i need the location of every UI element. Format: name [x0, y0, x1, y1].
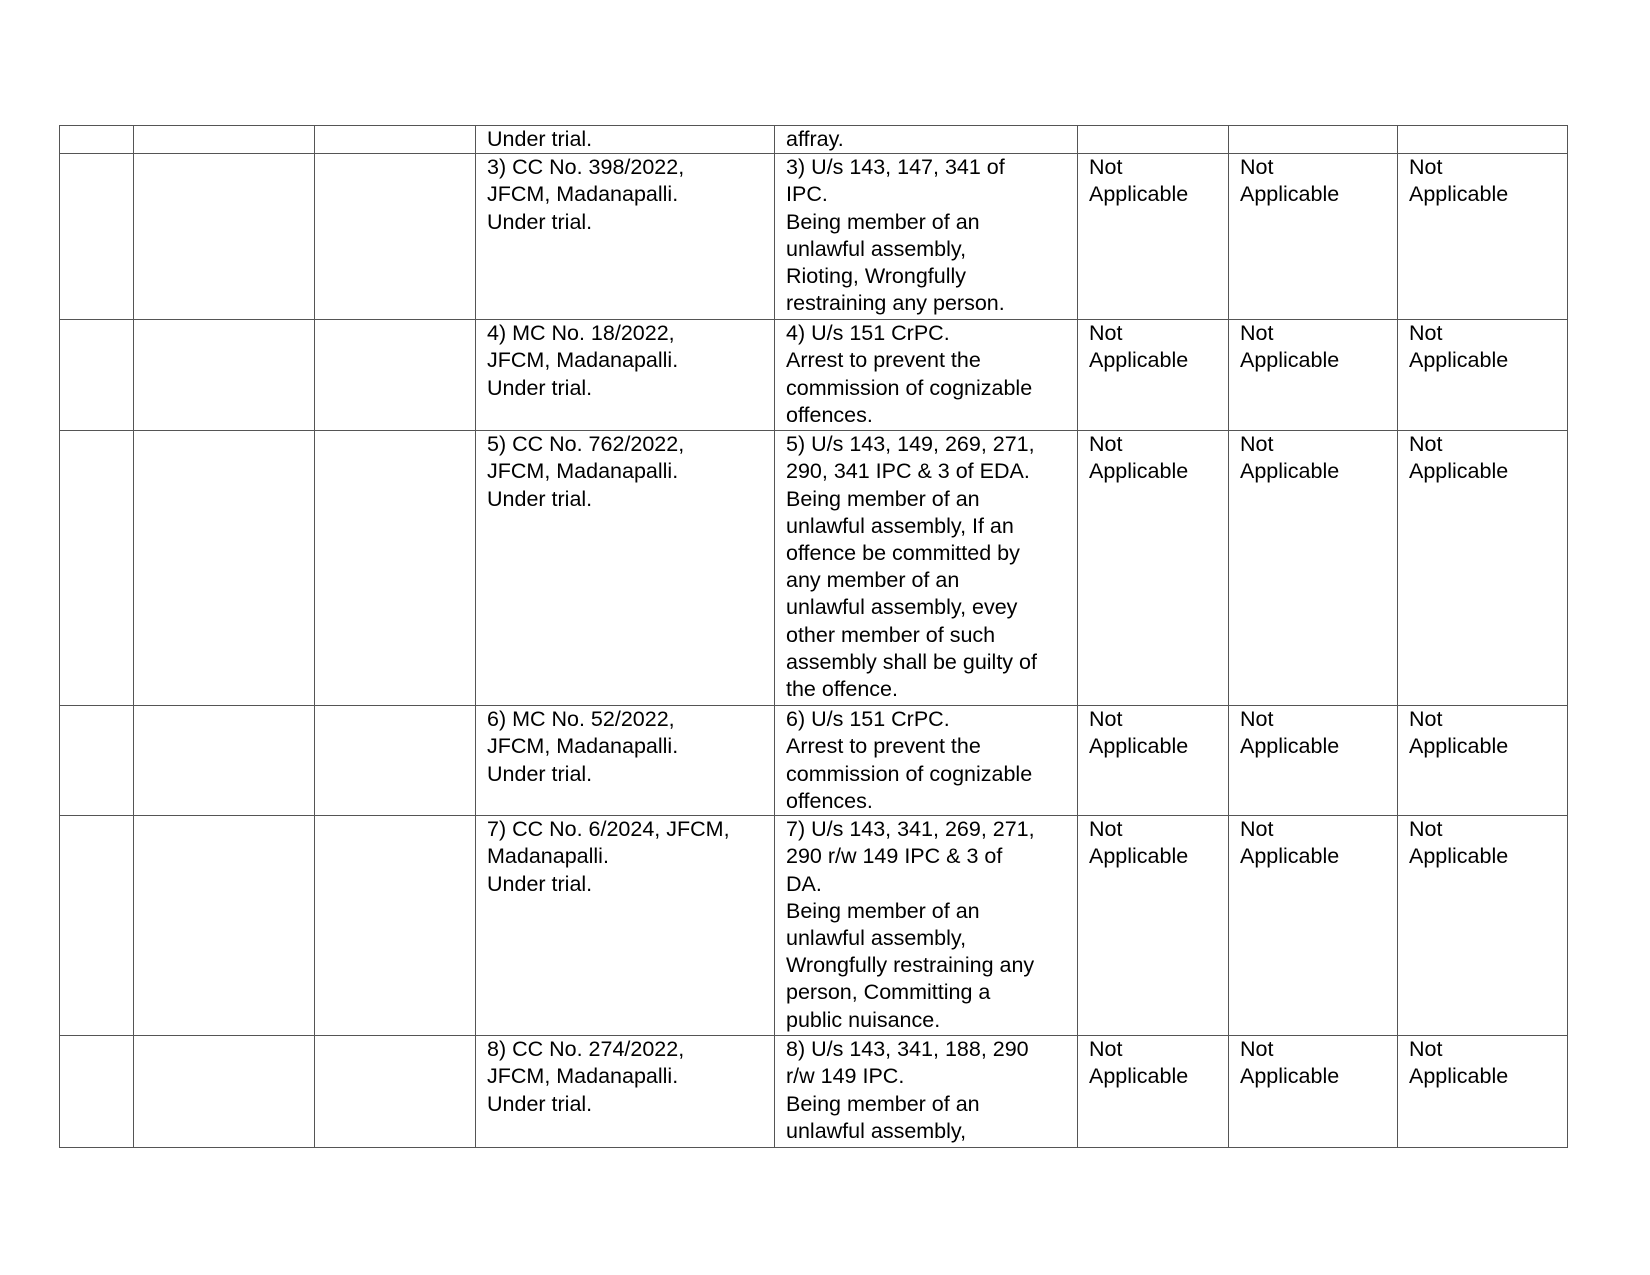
table-row	[60, 320, 1568, 431]
cell-text-line: Not	[1240, 707, 1274, 732]
status-cell-c	[1398, 154, 1568, 320]
status-cell-c	[1398, 1036, 1568, 1148]
cell-text-line: offence be committed by	[786, 541, 1020, 566]
cell-text-line: Rioting, Wrongfully	[786, 264, 967, 289]
details-cell	[315, 1036, 476, 1148]
serial-cell	[60, 816, 134, 1036]
cell-text-line: Applicable	[1240, 182, 1340, 207]
cell-text-line: offences.	[786, 402, 873, 427]
cell-text-line: 5) U/s 143, 149, 269, 271,	[786, 432, 1035, 457]
status-cell-a	[1078, 1036, 1229, 1148]
status-cell-c	[1398, 706, 1568, 816]
cell-text-line: Being member of an	[786, 209, 980, 234]
case-cell	[476, 126, 775, 154]
cell-text-line: Not	[1240, 155, 1274, 180]
serial-cell	[60, 431, 134, 706]
cell-text-line: Madanapalli.	[487, 844, 609, 869]
cell-text-line: Not	[1240, 321, 1274, 346]
cell-text-line: Applicable	[1240, 734, 1340, 759]
details-cell	[315, 431, 476, 706]
cell-text-line: Not	[1409, 1037, 1443, 1062]
table-row	[60, 816, 1568, 1036]
cell-text-line: Applicable	[1089, 182, 1189, 207]
table-row	[60, 706, 1568, 816]
status-cell-c	[1398, 431, 1568, 706]
table-row	[60, 431, 1568, 706]
status-cell-a	[1078, 706, 1229, 816]
details-cell	[315, 706, 476, 816]
status-cell-b	[1229, 431, 1398, 706]
cell-text-line: JFCM, Madanapalli.	[487, 182, 679, 207]
cell-text-line: Being member of an	[786, 1091, 980, 1116]
table-row	[60, 126, 1568, 154]
cell-text-line: Not	[1089, 155, 1123, 180]
cell-text-line: unlawful assembly, If an	[786, 513, 1014, 538]
cell-text-line: Not	[1409, 707, 1443, 732]
cell-text-line: Under trial.	[487, 127, 593, 151]
cell-text-line: the offence.	[786, 677, 898, 702]
cell-text-line: 3) U/s 143, 147, 341 of	[786, 155, 1005, 180]
details-cell	[315, 126, 476, 154]
cell-text-line: JFCM, Madanapalli.	[487, 1064, 679, 1089]
cell-text-line: unlawful assembly,	[786, 926, 967, 951]
cell-text-line: Applicable	[1240, 1064, 1340, 1089]
status-cell-b	[1229, 126, 1398, 154]
case-cell	[476, 1036, 775, 1148]
cell-text-line: Applicable	[1089, 459, 1189, 484]
cell-text-line: assembly shall be guilty of	[786, 649, 1037, 674]
cell-text-line: 7) CC No. 6/2024, JFCM,	[487, 817, 730, 842]
cell-text-line: Applicable	[1409, 1064, 1509, 1089]
name-cell	[134, 431, 315, 706]
cell-text-line: offences.	[786, 788, 873, 813]
serial-cell	[60, 154, 134, 320]
cell-text-line: JFCM, Madanapalli.	[487, 734, 679, 759]
cell-text-line: 8) U/s 143, 341, 188, 290	[786, 1037, 1029, 1062]
cell-text-line: 290, 341 IPC & 3 of EDA.	[786, 459, 1030, 484]
cell-text-line: 4) U/s 151 CrPC.	[786, 321, 950, 346]
status-cell-c	[1398, 816, 1568, 1036]
table-row	[60, 154, 1568, 320]
sections-cell	[775, 816, 1078, 1036]
status-cell-a	[1078, 154, 1229, 320]
cell-text-line: Not	[1089, 432, 1123, 457]
status-cell-c	[1398, 320, 1568, 431]
details-cell	[315, 816, 476, 1036]
cell-text-line: Applicable	[1409, 182, 1509, 207]
serial-cell	[60, 126, 134, 154]
cell-text-line: r/w 149 IPC.	[786, 1064, 905, 1089]
serial-cell	[60, 1036, 134, 1148]
table-body	[60, 126, 1568, 1148]
cell-text-line: JFCM, Madanapalli.	[487, 348, 679, 373]
cell-text-line: Not	[1409, 155, 1443, 180]
sections-cell	[775, 126, 1078, 154]
cell-text-line: Applicable	[1240, 844, 1340, 869]
status-cell-c	[1398, 126, 1568, 154]
cell-text-line: any member of an	[786, 568, 960, 593]
cell-text-line: commission of cognizable	[786, 375, 1033, 400]
case-cell	[476, 816, 775, 1036]
cell-text-line: Not	[1409, 321, 1443, 346]
cell-text-line: Not	[1089, 321, 1123, 346]
cell-text-line: Not	[1240, 817, 1274, 842]
cell-text-line: Under trial.	[487, 209, 593, 234]
status-cell-b	[1229, 320, 1398, 431]
cell-text-line: Not	[1409, 817, 1443, 842]
cell-text-line: Applicable	[1240, 459, 1340, 484]
cell-text-line: 5) CC No. 762/2022,	[487, 432, 685, 457]
cell-text-line: Applicable	[1409, 844, 1509, 869]
cell-text-line: Applicable	[1089, 734, 1189, 759]
cell-text-line: unlawful assembly,	[786, 1118, 967, 1143]
status-cell-a	[1078, 126, 1229, 154]
cell-text-line: 3) CC No. 398/2022,	[487, 155, 685, 180]
cell-text-line: 8) CC No. 274/2022,	[487, 1037, 685, 1062]
cell-text-line: commission of cognizable	[786, 761, 1033, 786]
name-cell	[134, 126, 315, 154]
case-cell	[476, 431, 775, 706]
table-row	[60, 1036, 1568, 1148]
status-cell-a	[1078, 816, 1229, 1036]
cell-text-line: Not	[1240, 432, 1274, 457]
sections-cell	[775, 1036, 1078, 1148]
cell-text-line: Under trial.	[487, 486, 593, 511]
cell-text-line: 4) MC No. 18/2022,	[487, 321, 675, 346]
status-cell-b	[1229, 706, 1398, 816]
cell-text-line: Applicable	[1089, 844, 1189, 869]
status-cell-b	[1229, 154, 1398, 320]
name-cell	[134, 154, 315, 320]
case-details-table	[59, 125, 1568, 1148]
cell-text-line: Not	[1089, 1037, 1123, 1062]
cell-text-line: 6) MC No. 52/2022,	[487, 707, 675, 732]
cell-text-line: restraining any person.	[786, 291, 1005, 316]
cell-text-line: Under trial.	[487, 761, 593, 786]
cell-text-line: Under trial.	[487, 871, 593, 896]
cell-text-line: Applicable	[1089, 1064, 1189, 1089]
cell-text-line: person, Committing a	[786, 980, 991, 1005]
cell-text-line: Not	[1089, 707, 1123, 732]
cell-text-line: IPC.	[786, 182, 828, 207]
case-cell	[476, 154, 775, 320]
status-cell-b	[1229, 1036, 1398, 1148]
name-cell	[134, 816, 315, 1036]
cell-text-line: Applicable	[1240, 348, 1340, 373]
cell-text-line: Being member of an	[786, 486, 980, 511]
sections-cell	[775, 431, 1078, 706]
cell-text-line: Arrest to prevent the	[786, 734, 981, 759]
cell-text-line: Arrest to prevent the	[786, 348, 981, 373]
cell-text-line: Applicable	[1409, 348, 1509, 373]
cell-text-line: 6) U/s 151 CrPC.	[786, 707, 950, 732]
cell-text-line: 7) U/s 143, 341, 269, 271,	[786, 817, 1035, 842]
cell-text-line: Not	[1240, 1037, 1274, 1062]
status-cell-a	[1078, 431, 1229, 706]
cell-text-line: affray.	[786, 127, 844, 151]
cell-text-line: 290 r/w 149 IPC & 3 of	[786, 844, 1003, 869]
case-cell	[476, 706, 775, 816]
serial-cell	[60, 320, 134, 431]
cell-text-line: unlawful assembly, evey	[786, 595, 1018, 620]
cell-text-line: Being member of an	[786, 898, 980, 923]
cell-text-line: Wrongfully restraining any	[786, 953, 1035, 978]
cell-text-line: Applicable	[1409, 734, 1509, 759]
cell-text-line: other member of such	[786, 622, 996, 647]
serial-cell	[60, 706, 134, 816]
cell-text-line: DA.	[786, 871, 822, 896]
cell-text-line: Applicable	[1089, 348, 1189, 373]
sections-cell	[775, 320, 1078, 431]
status-cell-a	[1078, 320, 1229, 431]
sections-cell	[775, 154, 1078, 320]
cell-text-line: Not	[1089, 817, 1123, 842]
status-cell-b	[1229, 816, 1398, 1036]
case-cell	[476, 320, 775, 431]
cell-text-line: Applicable	[1409, 459, 1509, 484]
cell-text-line: Not	[1409, 432, 1443, 457]
name-cell	[134, 320, 315, 431]
name-cell	[134, 1036, 315, 1148]
cell-text-line: public nuisance.	[786, 1007, 941, 1032]
details-cell	[315, 320, 476, 431]
cell-text-line: JFCM, Madanapalli.	[487, 459, 679, 484]
cell-text-line: unlawful assembly,	[786, 236, 967, 261]
cell-text-line: Under trial.	[487, 375, 593, 400]
details-cell	[315, 154, 476, 320]
cell-text-line: Under trial.	[487, 1091, 593, 1116]
sections-cell	[775, 706, 1078, 816]
name-cell	[134, 706, 315, 816]
